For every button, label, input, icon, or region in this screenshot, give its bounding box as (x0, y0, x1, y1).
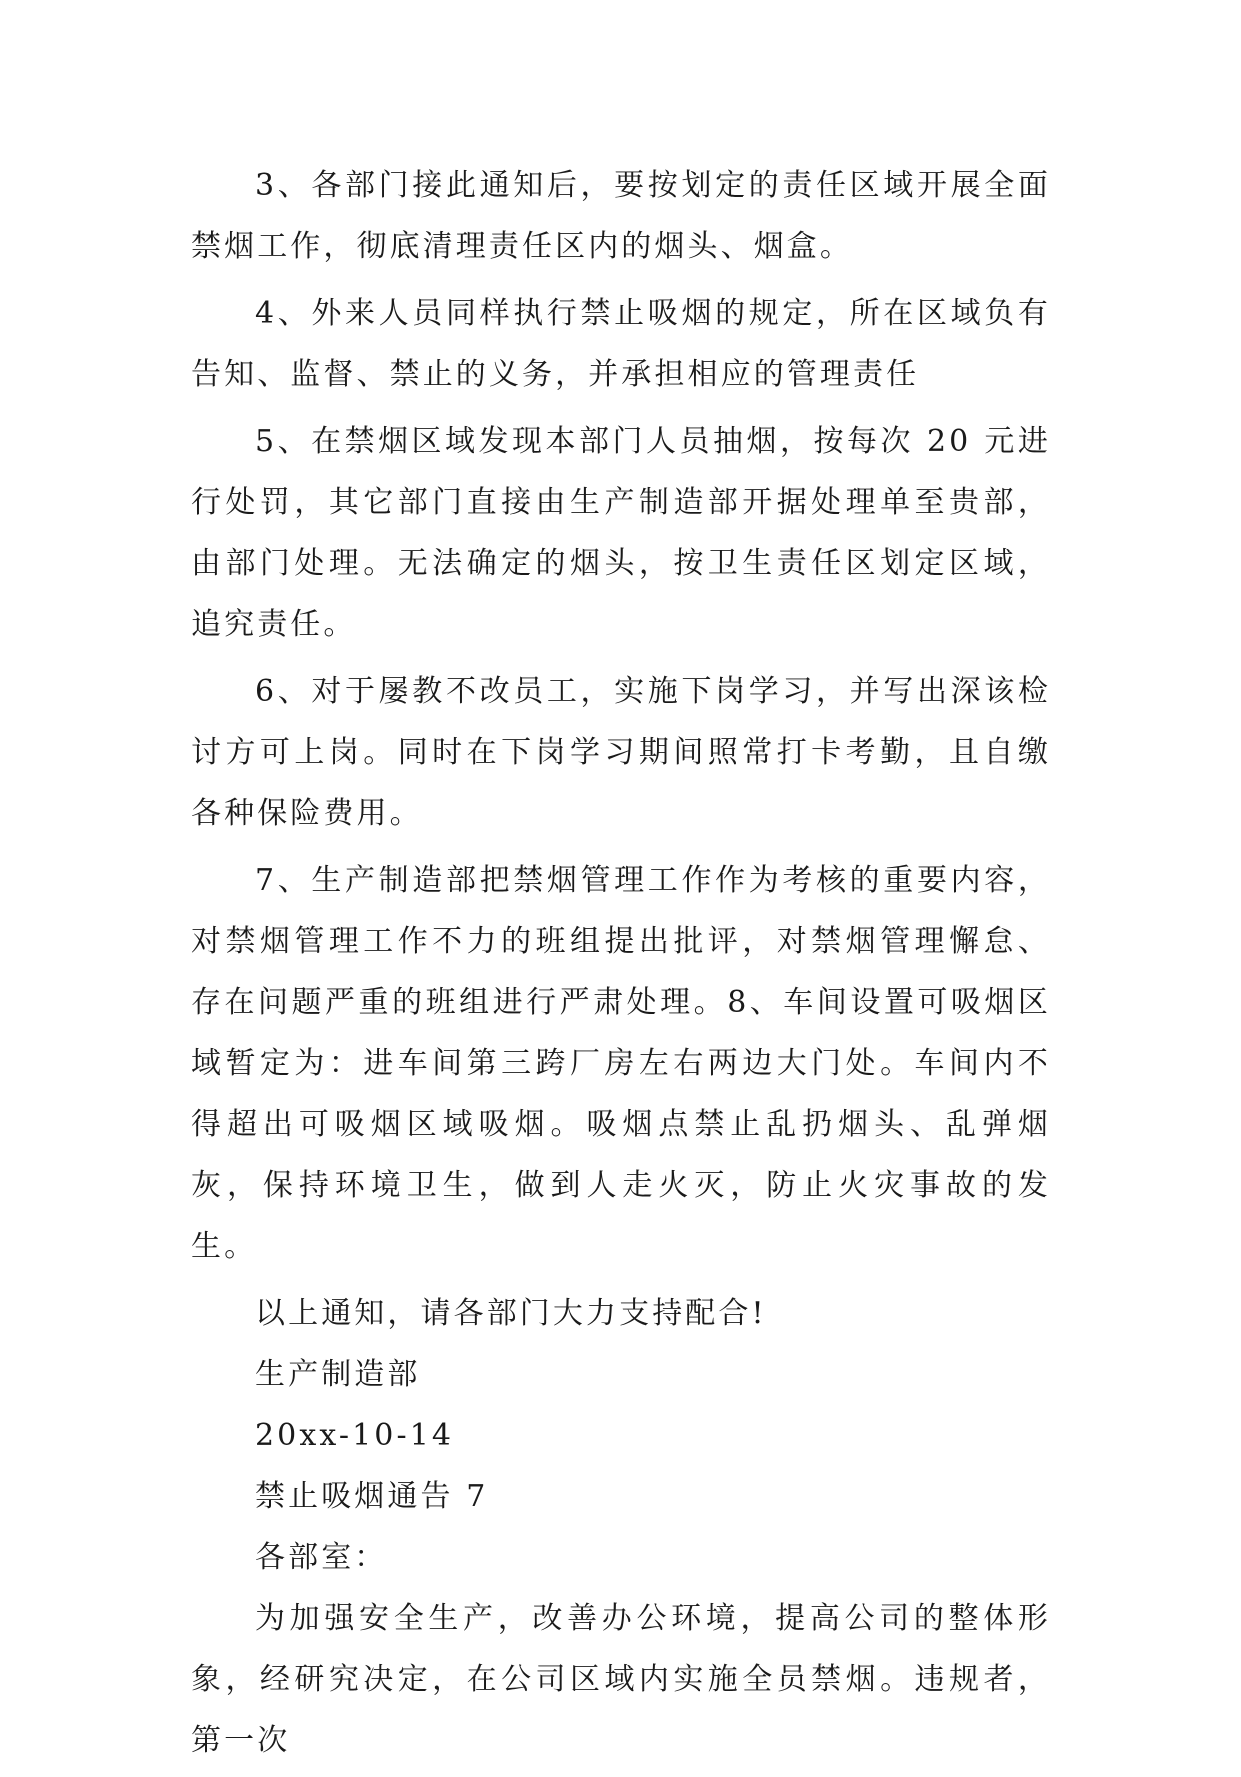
signature-department: 生产制造部 (255, 1357, 421, 1392)
paragraph-item-3: 3、各部门接此通知后，要按划定的责任区域开展全面禁烟工作，彻底清理责任区内的烟头、烟盒。 (191, 168, 1051, 264)
document-page (191, 155, 1051, 1777)
paragraph-item-7-8: 7、生产制造部把禁烟管理工作作为考核的重要内容，对禁烟管理工作不力的班组提出批评，对禁烟管理懈怠、存在问题严重的班组进行严肃处理。8、车间设置可吸烟区域暂定为：进车间第三跨厂房左右两边大门处。车间内不得超出可吸烟区域吸烟。吸烟点禁止乱扔烟头、乱弹烟灰，保持环境卫生，做到人走火灭，防止火灾事故的发生。 (191, 863, 1051, 1264)
closing-line: 以上通知，请各部门大力支持配合! (255, 1296, 767, 1331)
salutation: 各部室： (255, 1540, 388, 1575)
signature-date: 20xx-10-14 (255, 1418, 455, 1453)
paragraph-item-5: 5、在禁烟区域发现本部门人员抽烟，按每次 20 元进行处罚，其它部门直接由生产制造部开据处理单至贵部，由部门处理。无法确定的烟头，按卫生责任区划定区域，追究责任。 (191, 424, 1051, 642)
paragraph-item-4: 4、外来人员同样执行禁止吸烟的规定，所在区域负有告知、监督、禁止的义务，并承担相应的管理责任 (191, 296, 1051, 392)
paragraph-item-6: 6、对于屡教不改员工，实施下岗学习，并写出深该检讨方可上岗。同时在下岗学习期间照常打卡考勤，且自缴各种保险费用。 (191, 674, 1051, 831)
notice-title: 禁止吸烟通告 7 (255, 1479, 489, 1514)
notice-body-paragraph: 为加强安全生产，改善办公环境，提高公司的整体形象，经研究决定，在公司区域内实施全员禁烟。违规者，第一次 (191, 1601, 1051, 1758)
